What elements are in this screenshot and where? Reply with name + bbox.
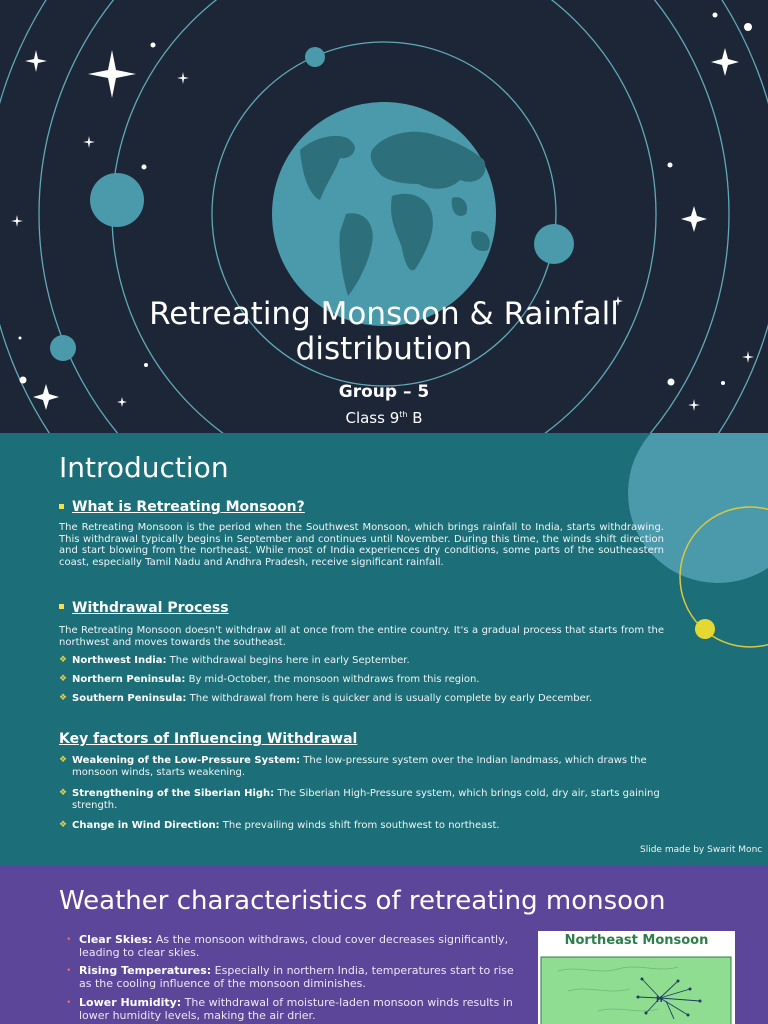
slide-credit: Slide made by Swarit Monc <box>640 845 763 855</box>
list-item <box>59 693 665 705</box>
item-label: Southern Peninsula: <box>72 693 187 704</box>
item-text: By mid-October, the monsoon withdraws from this region. <box>185 674 480 685</box>
item-text: As the monsoon withdraws, cloud cover decreases significantly, leading to clear skies. <box>79 933 509 959</box>
diamond-bullet-icon: ❖ <box>59 755 68 765</box>
diamond-bullet-icon: ❖ <box>59 693 68 703</box>
title-line-1: Retreating Monsoon & Rainfall <box>149 296 619 332</box>
list-item <box>66 934 526 959</box>
square-bullet-icon <box>59 504 64 509</box>
item-label: Weakening of the Low-Pressure System: <box>72 755 301 766</box>
item-text: The withdrawal begins here in early September. <box>166 655 410 666</box>
introduction-slide <box>0 433 768 866</box>
item-label: Strengthening of the Siberian High: <box>72 788 275 799</box>
space-illustration <box>0 0 768 433</box>
diamond-bullet-icon: ❖ <box>59 820 68 830</box>
item-label: Northern Peninsula: <box>72 674 186 685</box>
list-item <box>66 997 526 1022</box>
introduction-heading: Introduction <box>59 451 229 484</box>
class-prefix: Class 9 <box>345 409 400 427</box>
list-item <box>59 755 665 778</box>
presentation-title <box>0 297 768 367</box>
section-key-factors-title: Key factors of Influencing Withdrawal <box>59 731 358 747</box>
earth-globe <box>272 102 496 326</box>
item-label: Lower Humidity: <box>79 996 182 1009</box>
weather-heading: Weather characteristics of retreating monsoon <box>59 886 666 916</box>
high-pressure-marker: H <box>656 995 663 1004</box>
section-what-is-paragraph: The Retreating Monsoon is the period when the Southwest Monsoon, which brings rainfall to India, starts withdrawing. This withdrawal typically begins in September and continues until November. During this time, the winds shift direction and start blowing from the northeast. While most of India experiences dry conditions, some parts of the southeastern coast, especially Tamil Nadu and Andhra Pradesh, receive significant rainfall. <box>59 522 664 568</box>
item-label: Clear Skies: <box>79 933 153 946</box>
item-text: The low-pressure system over the Indian landmass, which draws the monsoon winds, starts weakening. <box>72 755 647 778</box>
class-suffix: B <box>407 409 423 427</box>
decor-dot <box>695 619 715 639</box>
section-what-is-title: What is Retreating Monsoon? <box>72 499 305 515</box>
list-item <box>59 674 665 686</box>
bullet-icon: • <box>66 935 72 945</box>
bullet-icon: • <box>66 966 72 976</box>
item-text: The prevailing winds shift from southwest to northeast. <box>219 820 500 831</box>
map-title: Northeast Monsoon <box>564 933 709 948</box>
list-item <box>59 820 665 832</box>
item-label: Rising Temperatures: <box>79 964 212 977</box>
item-text: The withdrawal from here is quicker and is usually complete by early December. <box>186 693 593 704</box>
class-label <box>0 409 768 427</box>
square-bullet-icon <box>59 604 64 609</box>
class-superscript: th <box>399 410 408 419</box>
diamond-bullet-icon: ❖ <box>59 674 68 684</box>
list-item <box>59 788 665 811</box>
title-line-2: distribution <box>295 331 473 367</box>
section-withdrawal-paragraph: The Retreating Monsoon doesn't withdraw all at once from the entire country. It's a gradual process that starts from the northwest and moves towards the southeast. <box>59 625 664 648</box>
weather-slide <box>0 866 768 1024</box>
title-slide <box>0 0 768 433</box>
item-text: The Siberian High-Pressure system, which brings cold, dry air, starts gaining strength. <box>72 788 660 811</box>
item-text: Especially in northern India, temperatures start to rise as the cooling influence of the monsoon diminishes. <box>79 964 514 990</box>
diamond-bullet-icon: ❖ <box>59 788 68 798</box>
group-label: Group – 5 <box>338 382 430 402</box>
bullet-icon: • <box>66 998 72 1008</box>
northeast-monsoon-map <box>538 931 735 1024</box>
item-label: Change in Wind Direction: <box>72 820 220 831</box>
item-text: The withdrawal of moisture-laden monsoon winds results in lower humidity levels, making the air drier. <box>79 996 513 1022</box>
section-withdrawal-title: Withdrawal Process <box>72 600 229 616</box>
list-item <box>66 965 526 990</box>
item-label: Northwest India: <box>72 655 167 666</box>
list-item <box>59 655 665 667</box>
diamond-bullet-icon: ❖ <box>59 655 68 665</box>
